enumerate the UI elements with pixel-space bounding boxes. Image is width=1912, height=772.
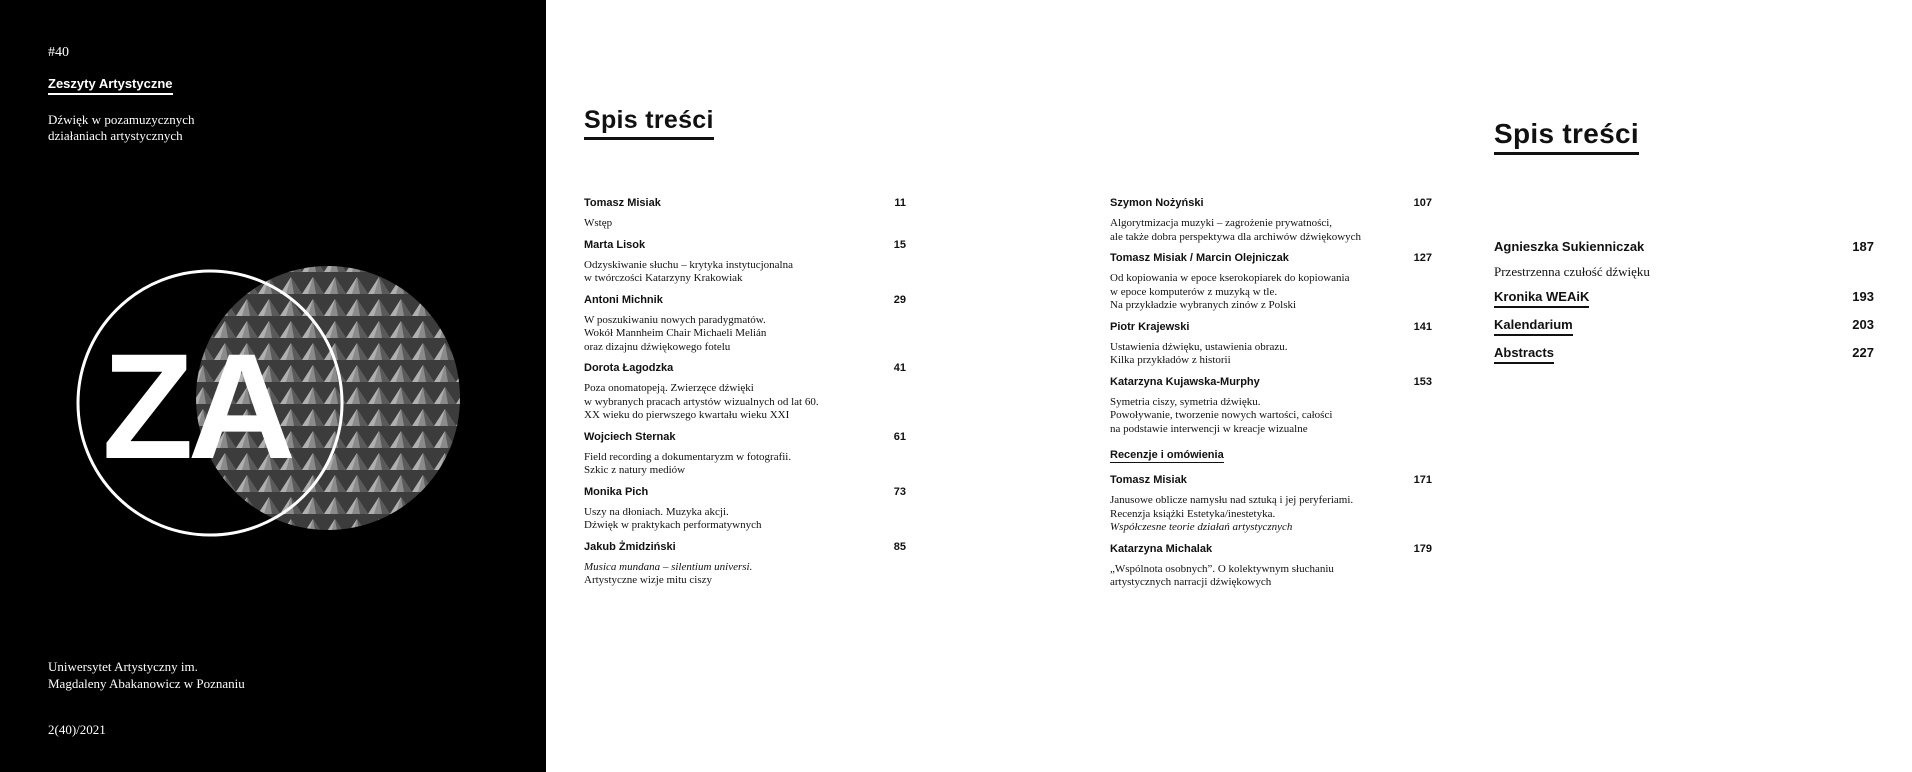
issue-date: 2(40)/2021 xyxy=(48,722,106,737)
section-page: 227 xyxy=(1852,345,1874,360)
toc-column-1 xyxy=(584,196,906,595)
entry-author: Tomasz Misiak xyxy=(1110,474,1187,486)
entry-page: 85 xyxy=(893,540,906,553)
entry-title-line: Poza onomatopeją. Zwierzęce dźwięki xyxy=(584,382,754,394)
toc-entry[interactable] xyxy=(1110,473,1432,535)
toc-column-2 xyxy=(1110,196,1432,597)
entry-title-line: w twórczości Katarzyny Krakowiak xyxy=(584,272,743,284)
section-label-reviews[interactable]: Recenzje i omówienia xyxy=(1110,449,1224,461)
entry-title-line: Odzyskiwanie słuchu – krytyka instytucjonalna xyxy=(584,258,793,271)
entry-title-line: Szkic z natury mediów xyxy=(584,464,686,476)
entry-title-line: Algorytmizacja muzyki – zagrożenie prywatności, xyxy=(1110,217,1333,229)
entry-page: 61 xyxy=(893,430,906,443)
entry-author: Katarzyna Michalak xyxy=(1110,542,1213,555)
entry-title-line: na podstawie interwencji w kreacje wizualne xyxy=(1110,422,1308,435)
entry-title-line: Przestrzenna czułość dźwięku xyxy=(1494,264,1650,279)
toc-entry[interactable] xyxy=(584,293,906,355)
toc-section-abstracts[interactable] xyxy=(1494,345,1874,364)
entry-author: Tomasz Misiak / Marcin Olejniczak xyxy=(1110,252,1289,264)
entry-title-line: Field recording a dokumentaryzm w fotografii. xyxy=(584,450,792,463)
entry-page: 11 xyxy=(894,197,906,209)
entry-title-line: Współczesne teorie działań artystycznych xyxy=(1110,521,1293,533)
journal-name: Zeszyty Artystyczne xyxy=(48,76,173,95)
entry-title-line: W poszukiwaniu nowych paradygmatów. xyxy=(584,313,766,326)
entry-title-line: Symetria ciszy, symetria dźwięku. xyxy=(1110,395,1261,408)
entry-title-line: Janusowe oblicze namysłu nad sztuką i jej peryferiami. xyxy=(1110,494,1354,506)
entry-author: Piotr Krajewski xyxy=(1110,320,1190,333)
entry-author: Monika Pich xyxy=(584,485,649,498)
toc-entry[interactable] xyxy=(584,540,906,588)
toc-entry[interactable] xyxy=(584,361,906,423)
entry-title-line: Artystyczne wizje mitu ciszy xyxy=(584,574,712,586)
toc-entry[interactable] xyxy=(584,238,906,286)
entry-title-line: ale także dobra perspektywa dla archiwów dźwiękowych xyxy=(1110,230,1362,243)
entry-page: 179 xyxy=(1413,542,1432,555)
entry-title-line: w epoce komputerów z muzyką w tle. xyxy=(1110,285,1278,298)
entry-author: Katarzyna Kujawska-Murphy xyxy=(1110,375,1260,388)
entry-title-line: Powoływanie, tworzenie nowych wartości, całości xyxy=(1110,409,1333,421)
entry-page: 187 xyxy=(1852,239,1874,254)
entry-title-line: w wybranych pracach artystów wizualnych od lat 60. xyxy=(584,395,819,408)
entry-title-line: Na przykładzie wybranych zinów z Polski xyxy=(1110,299,1297,311)
toc-entry[interactable] xyxy=(1110,196,1432,244)
entry-title-line: Recenzja książki Estetyka/inestetyka. xyxy=(1110,507,1276,520)
entry-title-line: oraz dizajnu dźwiękowego fotelu xyxy=(584,340,731,353)
toc-entry[interactable] xyxy=(1494,239,1874,280)
entry-author: Jakub Żmidziński xyxy=(584,540,676,553)
entry-page: 29 xyxy=(893,293,906,306)
cover-panel xyxy=(0,0,546,772)
toc-section-kalendarium[interactable] xyxy=(1494,317,1874,336)
toc-entry[interactable] xyxy=(584,430,906,478)
toc-column-3 xyxy=(1494,239,1874,373)
entry-page: 15 xyxy=(893,238,906,251)
cover-logo-artwork xyxy=(60,228,480,568)
entry-author: Antoni Michnik xyxy=(584,293,663,306)
section-label: Kalendarium xyxy=(1494,317,1573,336)
entry-title-line: Uszy na dłoniach. Muzyka akcji. xyxy=(584,505,729,518)
page-title-right: Spis treści xyxy=(1494,118,1639,155)
entry-title-line: Wokół Mannheim Chair Michaeli Melián xyxy=(584,327,767,339)
entry-title-line: „Wspólnota osobnych”. O kolektywnym słuchaniu xyxy=(1110,562,1334,575)
issue-number: #40 xyxy=(48,45,69,60)
toc-section-kronika[interactable] xyxy=(1494,289,1874,308)
entry-title-line: Dźwięk w praktykach performatywnych xyxy=(584,519,762,531)
toc-entry[interactable] xyxy=(1110,542,1432,590)
entry-page: 107 xyxy=(1413,197,1432,209)
cover-logo-text: ZA xyxy=(102,322,290,490)
toc-entry[interactable] xyxy=(584,196,906,231)
entry-page: 141 xyxy=(1413,320,1432,333)
section-page: 203 xyxy=(1852,317,1874,332)
entry-title-line: Wstęp xyxy=(584,217,613,229)
entry-author: Dorota Łagodzka xyxy=(584,362,674,374)
entry-author: Agnieszka Sukienniczak xyxy=(1494,239,1645,254)
section-label: Kronika WEAiK xyxy=(1494,289,1589,308)
entry-title-line: Od kopiowania w epoce kserokopiarek do kopiowania xyxy=(1110,272,1350,284)
toc-entry[interactable] xyxy=(584,485,906,533)
entry-author: Marta Lisok xyxy=(584,238,646,251)
entry-title-line: Musica mundana – silentium universi. xyxy=(584,560,753,573)
entry-page: 127 xyxy=(1413,252,1432,264)
entry-page: 171 xyxy=(1413,474,1432,486)
entry-title-line: Ustawienia dźwięku, ustawienia obrazu. xyxy=(1110,340,1288,353)
toc-entry[interactable] xyxy=(1110,320,1432,368)
entry-title-line: Kilka przykładów z historii xyxy=(1110,354,1231,366)
section-label: Abstracts xyxy=(1494,345,1554,364)
entry-author: Szymon Nożyński xyxy=(1110,197,1204,209)
issue-subtitle: Dźwięk w pozamuzycznych działaniach artystycznych xyxy=(48,112,195,143)
university-name: Uniwersytet Artystyczny im. Magdaleny Abakanowicz w Poznaniu xyxy=(48,659,245,691)
toc-entry[interactable] xyxy=(1110,251,1432,313)
entry-page: 41 xyxy=(893,362,906,374)
toc-entry[interactable] xyxy=(1110,375,1432,437)
entry-title-line: XX wieku do pierwszego kwartału wieku XXI xyxy=(584,409,790,421)
entry-author: Tomasz Misiak xyxy=(584,197,661,209)
entry-title-line: artystycznych narracji dźwiękowych xyxy=(1110,576,1272,588)
entry-page: 153 xyxy=(1413,375,1432,388)
entry-author: Wojciech Sternak xyxy=(584,430,676,443)
section-page: 193 xyxy=(1852,289,1874,304)
entry-page: 73 xyxy=(893,485,906,498)
page-title: Spis treści xyxy=(584,106,714,140)
